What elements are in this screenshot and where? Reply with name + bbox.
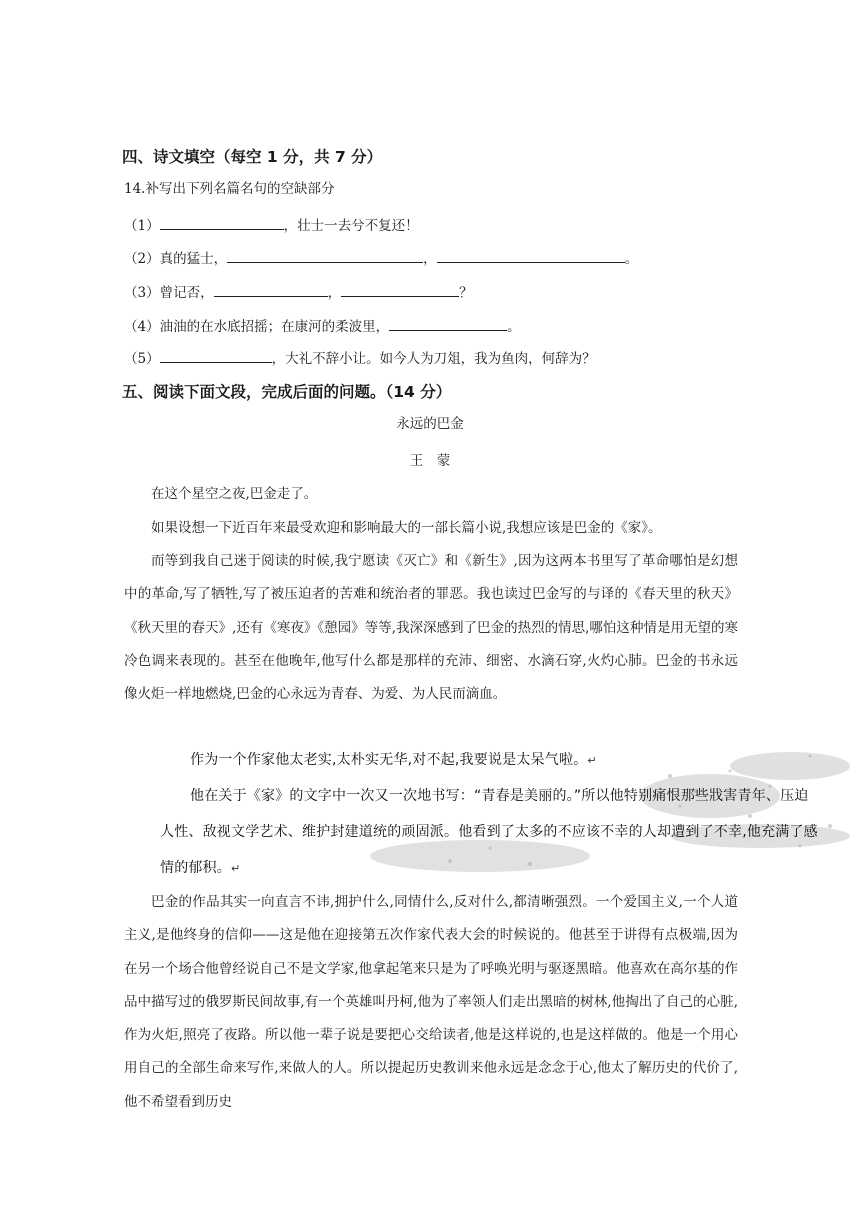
answer-blank xyxy=(437,248,625,263)
section5-heading: 五、阅读下面文段，完成后面的问题。（14 分） xyxy=(122,383,452,401)
answer-blank xyxy=(227,248,423,263)
scan-line-3: 人性、敌视文学艺术、维护封建道统的顽固派。他看到了太多的不应该不幸的人却遭到了不幸,他充满了感 xyxy=(160,824,818,840)
paragraph-4: 巴金的作品其实一向直言不讳,拥护什么,同情什么,反对什么,都清晰强烈。一个爱国主义,一个人道主义,是他终身的信仰——这是他在迎接第五次作家代表大会的时候说的。他甚至于讲得有点极端,因为在另一个场合他曾经说自己不是文学家,他拿起笔来只是为了呼唤光明与驱逐黑暗。他喜欢在高尔基的作品中描写过的俄罗斯民间故事,有一个英雄叫丹柯,他为了率领人们走出黑暗的树林,他掏出了自己的心脏,作为火炬,照亮了夜路。所以他一辈子说是要把心交给读者,他是这样说的,也是这样做的。他是一个用心用自己的全部生命来写作,来做人的人。所以提起历史教训来他永远是念念于心,他太了解历史的代价了,他不希望看到历史 xyxy=(124,894,738,1110)
scanned-excerpt xyxy=(150,736,860,882)
answer-blank xyxy=(214,282,328,297)
answer-blank xyxy=(160,215,284,230)
return-mark-icon: ↵ xyxy=(231,862,241,875)
paragraph-2: 如果设想一下近百年来最受欢迎和影响最大的一部长篇小说,我想应该是巴金的《家》。 xyxy=(151,520,662,536)
fill-item-3: （3）曾记否， ， ？ xyxy=(124,282,473,302)
scan-line-1: 作为一个作家他太老实,太朴实无华,对不起,我要说是太呆气啦。↵ xyxy=(190,752,597,768)
article-author: 王 蒙 xyxy=(409,453,451,469)
fill-item-2: （2）真的猛士， ， 。 xyxy=(124,248,638,268)
paragraph-1: 在这个星空之夜,巴金走了。 xyxy=(151,486,318,502)
scan-line-2: 他在关于《家》的文字中一次又一次地书写：“青春是美丽的。”所以他特别痛恨那些戕害青年、压迫 xyxy=(190,788,809,804)
section4-heading: 四、诗文填空（每空 1 分，共 7 分） xyxy=(122,148,383,166)
fill-item-1: （1） ，壮士一去兮不复还！ xyxy=(124,215,419,235)
return-mark-icon: ↵ xyxy=(587,754,597,767)
question-14-prompt: 14.补写出下列名篇名句的空缺部分 xyxy=(124,181,335,197)
answer-blank xyxy=(389,316,507,331)
article-title: 永远的巴金 xyxy=(396,416,464,432)
answer-blank xyxy=(341,282,459,297)
scan-line-4: 情的郁积。↵ xyxy=(160,860,241,876)
fill-item-4: （4）油油的在水底招摇；在康河的柔波里， 。 xyxy=(124,316,521,336)
answer-blank xyxy=(160,348,272,363)
fill-item-5: （5） ，大礼不辞小让。如今人为刀俎，我为鱼肉，何辞为？ xyxy=(124,348,596,368)
paragraph-3: 而等到我自己迷于阅读的时候,我宁愿读《灭亡》和《新生》,因为这两本书里写了革命哪怕是幻想中的革命,写了牺牲,写了被压迫者的苦难和统治者的罪恶。我也读过巴金写的与译的《春天里的秋天》《秋天里的春天》,还有《寒夜》《憩园》等等,我深深感到了巴金的热烈的情思,哪怕这种情是用无望的寒冷色调来表现的。甚至在他晚年,他写什么都是那样的充沛、细密、水滴石穿,火灼心肺。巴金的书永远像火炬一样地燃烧,巴金的心永远为青春、为爱、为人民而滴血。 xyxy=(124,553,738,703)
